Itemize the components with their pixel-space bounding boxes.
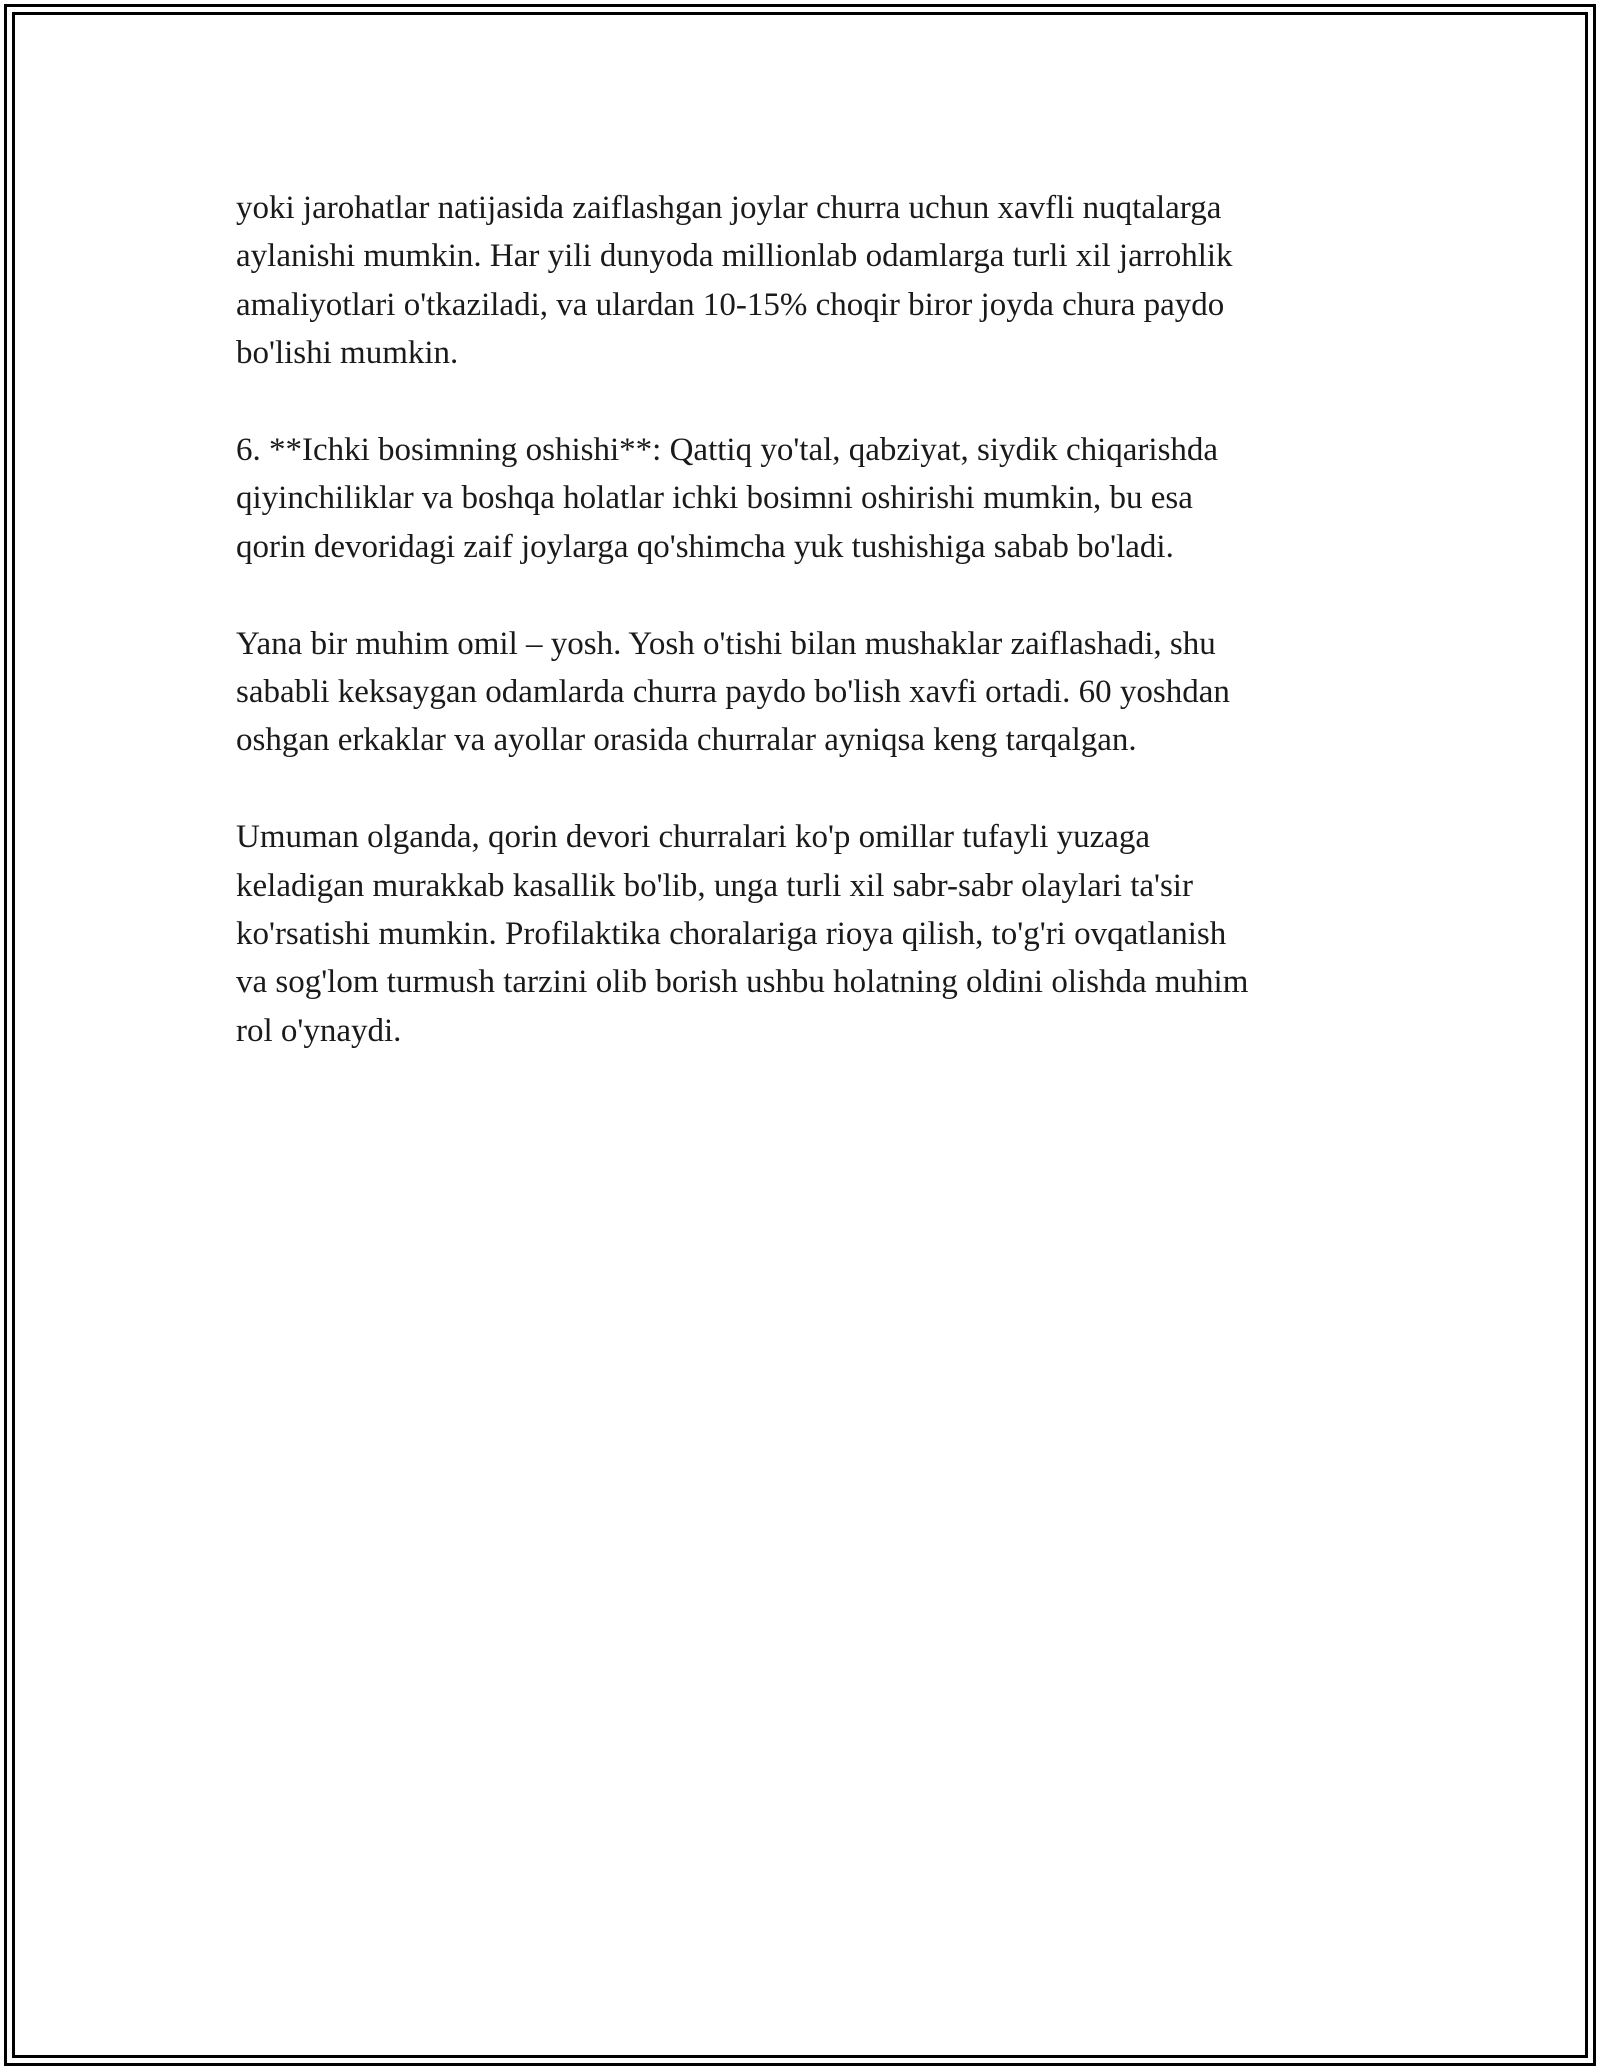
paragraph-line: amaliyotlari o'tkaziladi, va ulardan 10-15% choqir biror joyda chura paydo <box>236 286 1225 323</box>
paragraph-line: qorin devoridagi zaif joylarga qo'shimcha yuk tushishiga sabab bo'ladi. <box>236 528 1174 565</box>
paragraph-line: va sog'lom turmush tarzini olib borish ushbu holatning oldini olishda muhim <box>236 964 1249 1001</box>
paragraph-line: keladigan murakkab kasallik bo'lib, unga turli xil sabr-sabr olaylari ta'sir <box>236 867 1193 904</box>
paragraph-line: qiyinchiliklar va boshqa holatlar ichki bosimni oshirishi mumkin, bu esa <box>236 480 1193 517</box>
paragraph-line: Umuman olganda, qorin devori churralari ko'p omillar tufayli yuzaga <box>236 819 1151 856</box>
paragraph-line: yoki jarohatlar natijasida zaiflashgan joylar churra uchun xavfli nuqtalarga <box>236 190 1222 226</box>
paragraph-line: bo'lishi mumkin. <box>236 335 459 372</box>
paragraph-line: Yana bir muhim omil – yosh. Yosh o'tishi bilan mushaklar zaiflashadi, shu <box>236 625 1216 662</box>
paragraph-line: aylanishi mumkin. Har yili dunyoda millionlab odamlarga turli xil jarrohlik <box>236 238 1233 275</box>
document-body <box>236 184 1376 1104</box>
paragraph-3 <box>236 620 1376 765</box>
paragraph-line: oshgan erkaklar va ayollar orasida churralar ayniqsa keng tarqalgan. <box>236 722 1137 759</box>
paragraph-4 <box>236 813 1376 1055</box>
paragraph-line: 6. **Ichki bosimning oshishi**: Qattiq yo'tal, qabziyat, siydik chiqarishda <box>236 432 1219 469</box>
paragraph-line: sababli keksaygan odamlarda churra paydo bo'lish xavfi ortadi. 60 yoshdan <box>236 674 1230 711</box>
paragraph-line: rol o'ynaydi. <box>236 1012 402 1049</box>
paragraph-line: ko'rsatishi mumkin. Profilaktika choralariga rioya qilish, to'g'ri ovqatlanish <box>236 916 1227 953</box>
paragraph-2 <box>236 426 1376 571</box>
paragraph-1 <box>236 184 1376 378</box>
